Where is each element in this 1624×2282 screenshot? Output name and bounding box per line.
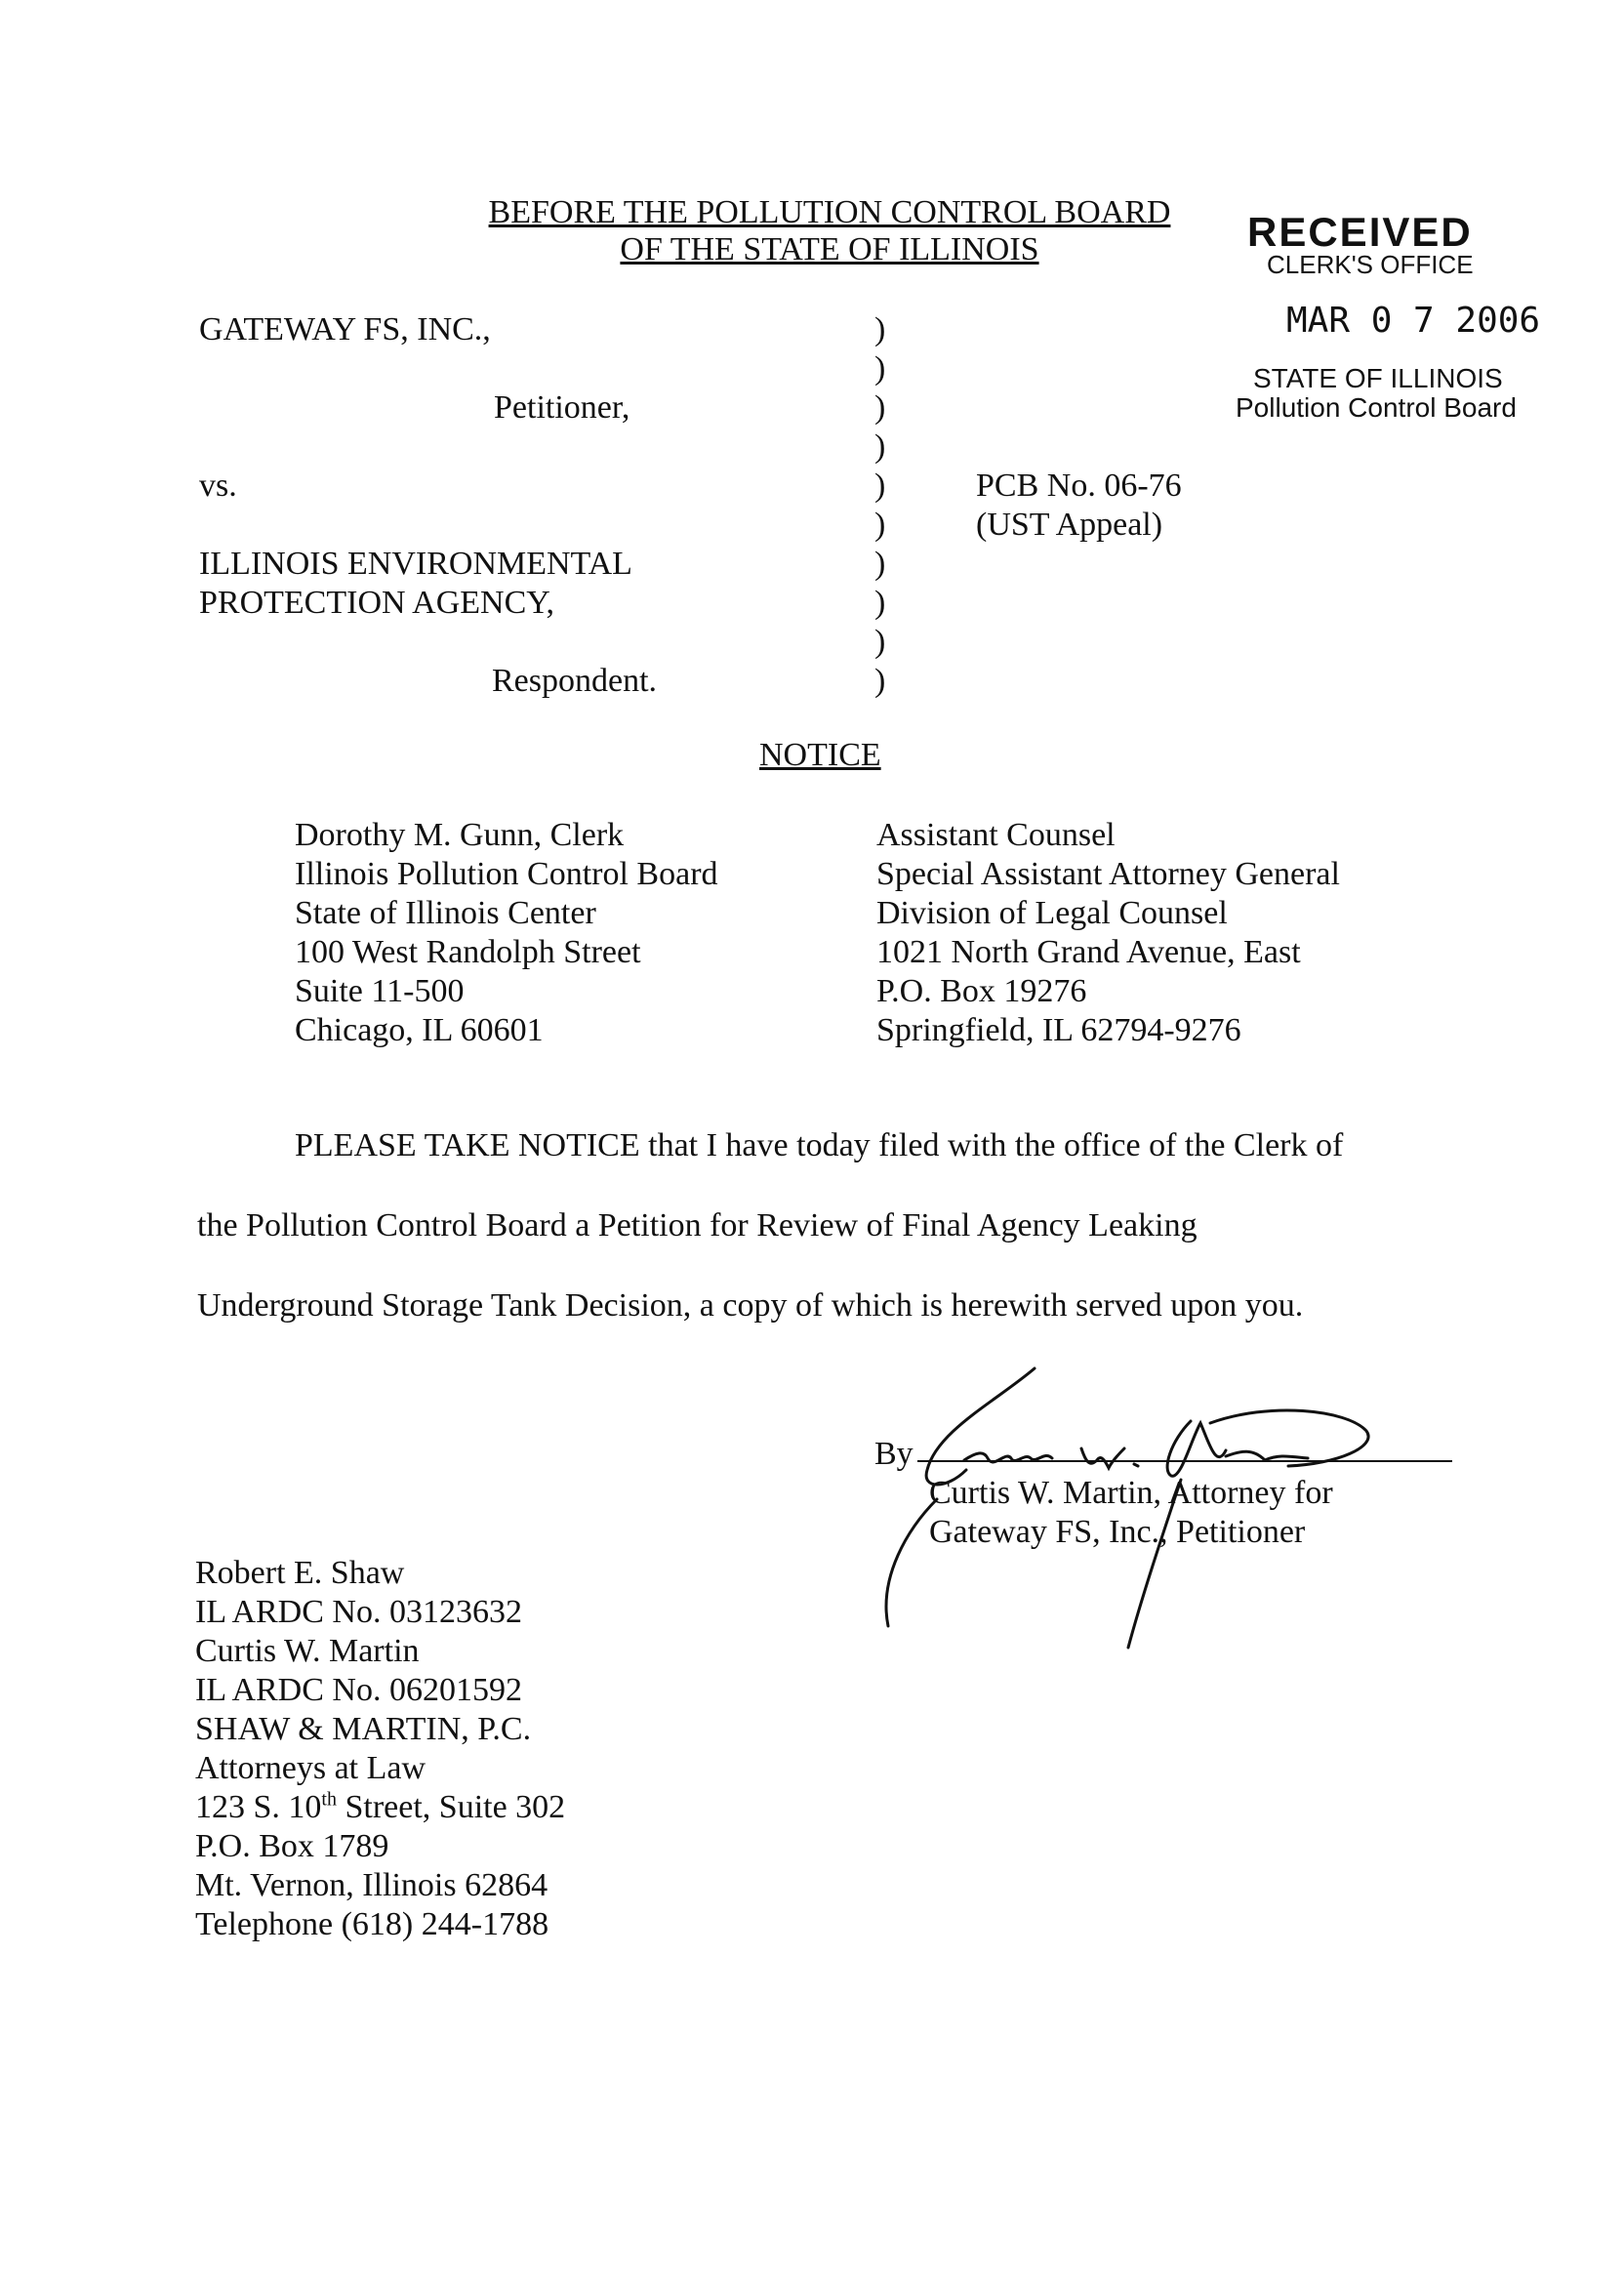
notice-title: NOTICE [759, 737, 881, 773]
notice-body-line2: the Pollution Control Board a Petition for Review of Final Agency Leaking [197, 1207, 1198, 1243]
address-line: P.O. Box 19276 [876, 973, 1087, 1009]
caption-paren: ) [874, 389, 886, 426]
address-line: Dorothy M. Gunn, Clerk [295, 817, 625, 853]
address-line: State of Illinois Center [295, 895, 596, 931]
stamp-date: MAR 0 7 2006 [1286, 301, 1541, 341]
versus: vs. [199, 468, 237, 504]
respondent-name-line2: PROTECTION AGENCY, [199, 585, 554, 621]
caption-paren: ) [874, 468, 886, 504]
address-line: Suite 11-500 [295, 973, 465, 1009]
stamp-received: RECEIVED [1247, 209, 1473, 255]
attorney-line: Attorneys at Law [195, 1750, 426, 1786]
notice-body-line1: PLEASE TAKE NOTICE that I have today filed with the office of the Clerk of [295, 1127, 1344, 1163]
attorney-line: Curtis W. Martin [195, 1633, 420, 1669]
respondent-label: Respondent. [492, 663, 658, 699]
respondent-name-line1: ILLINOIS ENVIRONMENTAL [199, 546, 632, 582]
stamp-board: Pollution Control Board [1236, 392, 1517, 423]
signer-client: Gateway FS, Inc., Petitioner [929, 1514, 1306, 1550]
attorney-line: Robert E. Shaw [195, 1555, 405, 1591]
case-number: PCB No. 06-76 [976, 468, 1182, 504]
caption-paren: ) [874, 428, 886, 465]
address-line: Chicago, IL 60601 [295, 1012, 544, 1048]
address-line: 1021 North Grand Avenue, East [876, 934, 1301, 970]
address-line: 100 West Randolph Street [295, 934, 641, 970]
caption-paren: ) [874, 624, 886, 660]
petitioner-name: GATEWAY FS, INC., [199, 311, 491, 347]
caption-paren: ) [874, 663, 886, 699]
attorney-line: P.O. Box 1789 [195, 1828, 389, 1864]
caption-paren: ) [874, 507, 886, 543]
attorney-address-street: 123 S. 10th Street, Suite 302 [195, 1788, 566, 1825]
address-line: Springfield, IL 62794-9276 [876, 1012, 1241, 1048]
caption-paren: ) [874, 311, 886, 347]
attorney-line: Telephone (618) 244-1788 [195, 1906, 549, 1942]
caption-paren: ) [874, 350, 886, 387]
signer-name: Curtis W. Martin, Attorney for [929, 1475, 1333, 1511]
attorney-line: Mt. Vernon, Illinois 62864 [195, 1867, 548, 1903]
stamp-clerks-office: CLERK'S OFFICE [1267, 250, 1474, 279]
address-line: Special Assistant Attorney General [876, 856, 1340, 892]
signature-by: By [874, 1436, 914, 1472]
stamp-state: STATE OF ILLINOIS [1253, 363, 1503, 393]
caption-paren: ) [874, 585, 886, 621]
case-type: (UST Appeal) [976, 507, 1163, 543]
caption-paren: ) [874, 546, 886, 582]
petitioner-label: Petitioner, [494, 389, 630, 426]
notice-body-line3: Underground Storage Tank Decision, a copy of which is herewith served upon you. [197, 1287, 1304, 1324]
signature-text: Curtis W. Martin [1103, 1398, 1185, 1408]
court-heading-line2: OF THE STATE OF ILLINOIS [620, 231, 1039, 267]
address-line: Division of Legal Counsel [876, 895, 1228, 931]
attorney-line: IL ARDC No. 03123632 [195, 1594, 522, 1630]
attorney-line: SHAW & MARTIN, P.C. [195, 1711, 532, 1747]
address-line: Assistant Counsel [876, 817, 1116, 853]
court-heading-line1: BEFORE THE POLLUTION CONTROL BOARD [488, 194, 1171, 230]
attorney-line: IL ARDC No. 06201592 [195, 1672, 522, 1708]
address-line: Illinois Pollution Control Board [295, 856, 718, 892]
